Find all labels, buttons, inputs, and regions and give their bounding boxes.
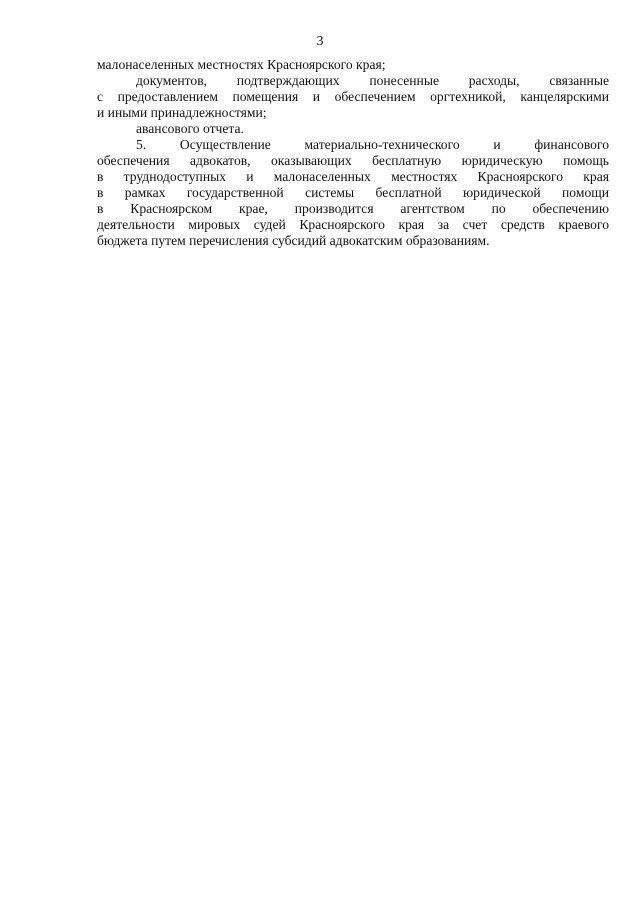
text-line: бюджета путем перечисления субсидий адвокатским образованиям. — [97, 233, 490, 248]
text-line: в рамках государственной системы бесплатной юридической помощи — [97, 185, 609, 200]
text-line: в труднодоступных и малонаселенных местностях Красноярского края — [97, 169, 609, 184]
text-line: 5. Осуществление материально-технического и финансового — [136, 137, 609, 152]
text-line: документов, подтверждающих понесенные расходы, связанные — [136, 73, 609, 88]
text-line: обеспечения адвокатов, оказывающих бесплатную юридическую помощь — [97, 153, 609, 168]
text-line: малонаселенных местностях Красноярского края; — [97, 57, 386, 72]
text-line: и иными принадлежностями; — [97, 105, 267, 120]
document-body — [97, 57, 609, 249]
text-line: в Красноярском крае, производится агентством по обеспечению — [97, 201, 609, 216]
text-line: деятельности мировых судей Красноярского края за счет средств краевого — [97, 217, 609, 232]
text-line: авансового отчета. — [136, 121, 244, 136]
text-line: с предоставлением помещения и обеспечением оргтехникой, канцелярскими — [97, 89, 609, 104]
page-number: 3 — [316, 34, 324, 49]
